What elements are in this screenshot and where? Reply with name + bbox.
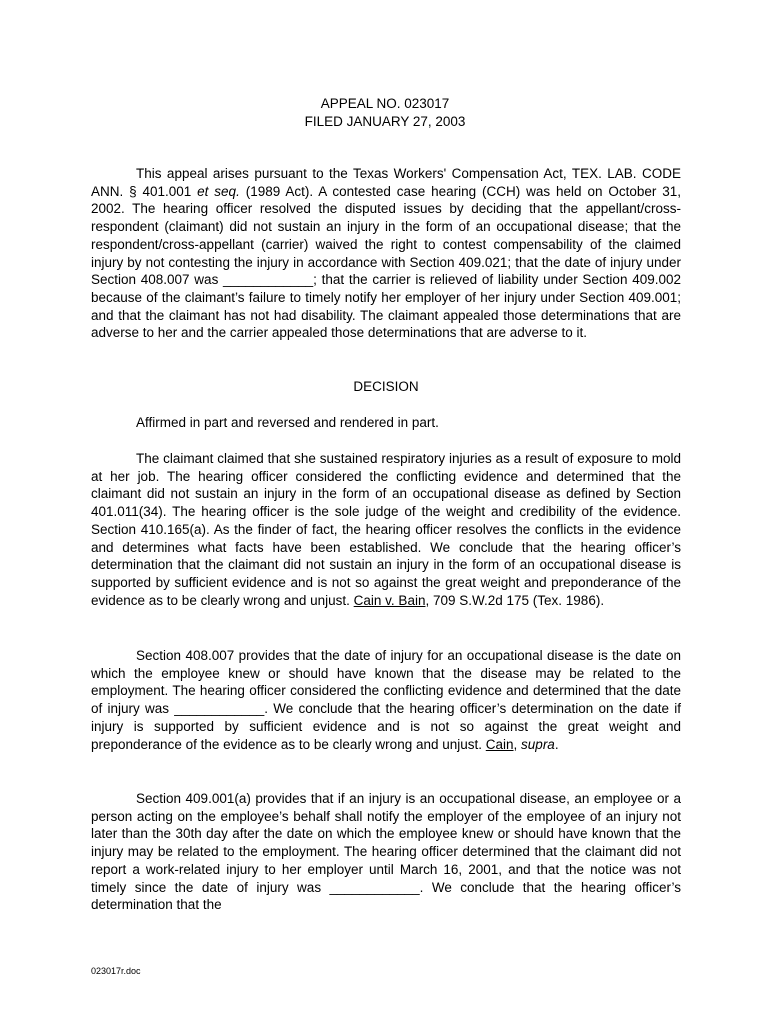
intro-paragraph bbox=[91, 165, 681, 342]
affirmed-line: Affirmed in part and reversed and rendered in part. bbox=[136, 415, 439, 430]
injury-paragraph bbox=[91, 450, 681, 609]
affirmed-block bbox=[91, 414, 681, 432]
decision-block bbox=[91, 378, 681, 396]
notice-paragraph: Section 409.001(a) provides that if an injury is an occupational disease, an employee or a person acting on the employee’s behalf shall notify the employer of the employee of an injury not later than the 30th day after the date on which the employee knew or should have known that the injury may be related to the employment. The hearing officer determined that the claimant did not report a work-related injury to her employer until March 16, 2001, and that the notice was not timely since the date of injury was ____________. We conclude that the hearing officer’s determination that the bbox=[91, 791, 681, 913]
intro-text-start: This appeal arises pursuant to the Texas Workers' Compensation Act, TEX. LAB. CODE ANN. § 401.001 bbox=[91, 166, 681, 199]
injury-block bbox=[91, 450, 681, 609]
file-name-footer: 023017r.doc bbox=[91, 966, 141, 976]
intro-text-end: (1989 Act). A contested case hearing (CCH) was held on October 31, 2002. The hearing officer resolved the disputed issues by deciding that the appellant/cross-respondent (claimant) did not sustain an injury in the form of an occupational disease; that the respondent/cross-appellant (carrier) waived the right to contest compensability of the claimed injury by not contesting the injury in accordance with Section 409.021; that the date of injury under Section 408.007 was ____________; that the carrier is relieved of liability under Section 409.002 because of the claimant’s failure to timely notify her employer of her injury under Section 409.001; and that the claimant has not had disability. The claimant appealed those determinations that are adverse to her and the carrier appealed those determinations that are adverse to it. bbox=[91, 183, 681, 341]
case-citation: Cain v. Bain bbox=[353, 592, 426, 608]
appeal-number: APPEAL NO. 023017 bbox=[320, 96, 450, 111]
intro-block bbox=[91, 165, 681, 342]
notice-block bbox=[91, 790, 681, 914]
et-seq-italic: et seq. bbox=[197, 183, 240, 199]
decision-heading: DECISION bbox=[353, 379, 419, 394]
document-header bbox=[0, 95, 770, 131]
date-of-injury-text: Section 408.007 provides that the date of injury for an occupational disease is the date on which the employee knew or should have known that the disease may be related to the employment. The hearing officer considered the conflicting evidence and determined that the date of injury was ____________. We conclude that the hearing officer’s determination on the date if injury is supported by sufficient evidence and is not so against the great weight and preponderance of the evidence as to be clearly wrong and unjust. bbox=[91, 648, 681, 752]
citation-text: , 709 S.W.2d 175 (Tex. 1986). bbox=[425, 592, 605, 608]
citation-end: . bbox=[554, 736, 559, 752]
supra-italic: supra bbox=[521, 736, 555, 752]
citation-separator: , bbox=[513, 736, 522, 752]
date-of-injury-block bbox=[91, 647, 681, 753]
filed-date: FILED JANUARY 27, 2003 bbox=[304, 114, 466, 129]
injury-text: The claimant claimed that she sustained respiratory injuries as a result of exposure to mold at her job. The hearing officer considered the conflicting evidence and determined that the claimant did not sustain an injury in the form of an occupational disease as defined by Section 401.011(34). The hearing officer is the sole judge of the weight and credibility of the evidence. Section 410.165(a). As the finder of fact, the hearing officer resolves the conflicts in the evidence and determines what facts have been established. We conclude that the hearing officer’s determination that the claimant did not sustain an injury in the form of an occupational disease is supported by sufficient evidence and is not so against the great weight and preponderance of the evidence as to be clearly wrong and unjust. bbox=[91, 451, 681, 608]
case-citation-short: Cain bbox=[485, 736, 514, 752]
date-of-injury-paragraph bbox=[91, 647, 681, 753]
